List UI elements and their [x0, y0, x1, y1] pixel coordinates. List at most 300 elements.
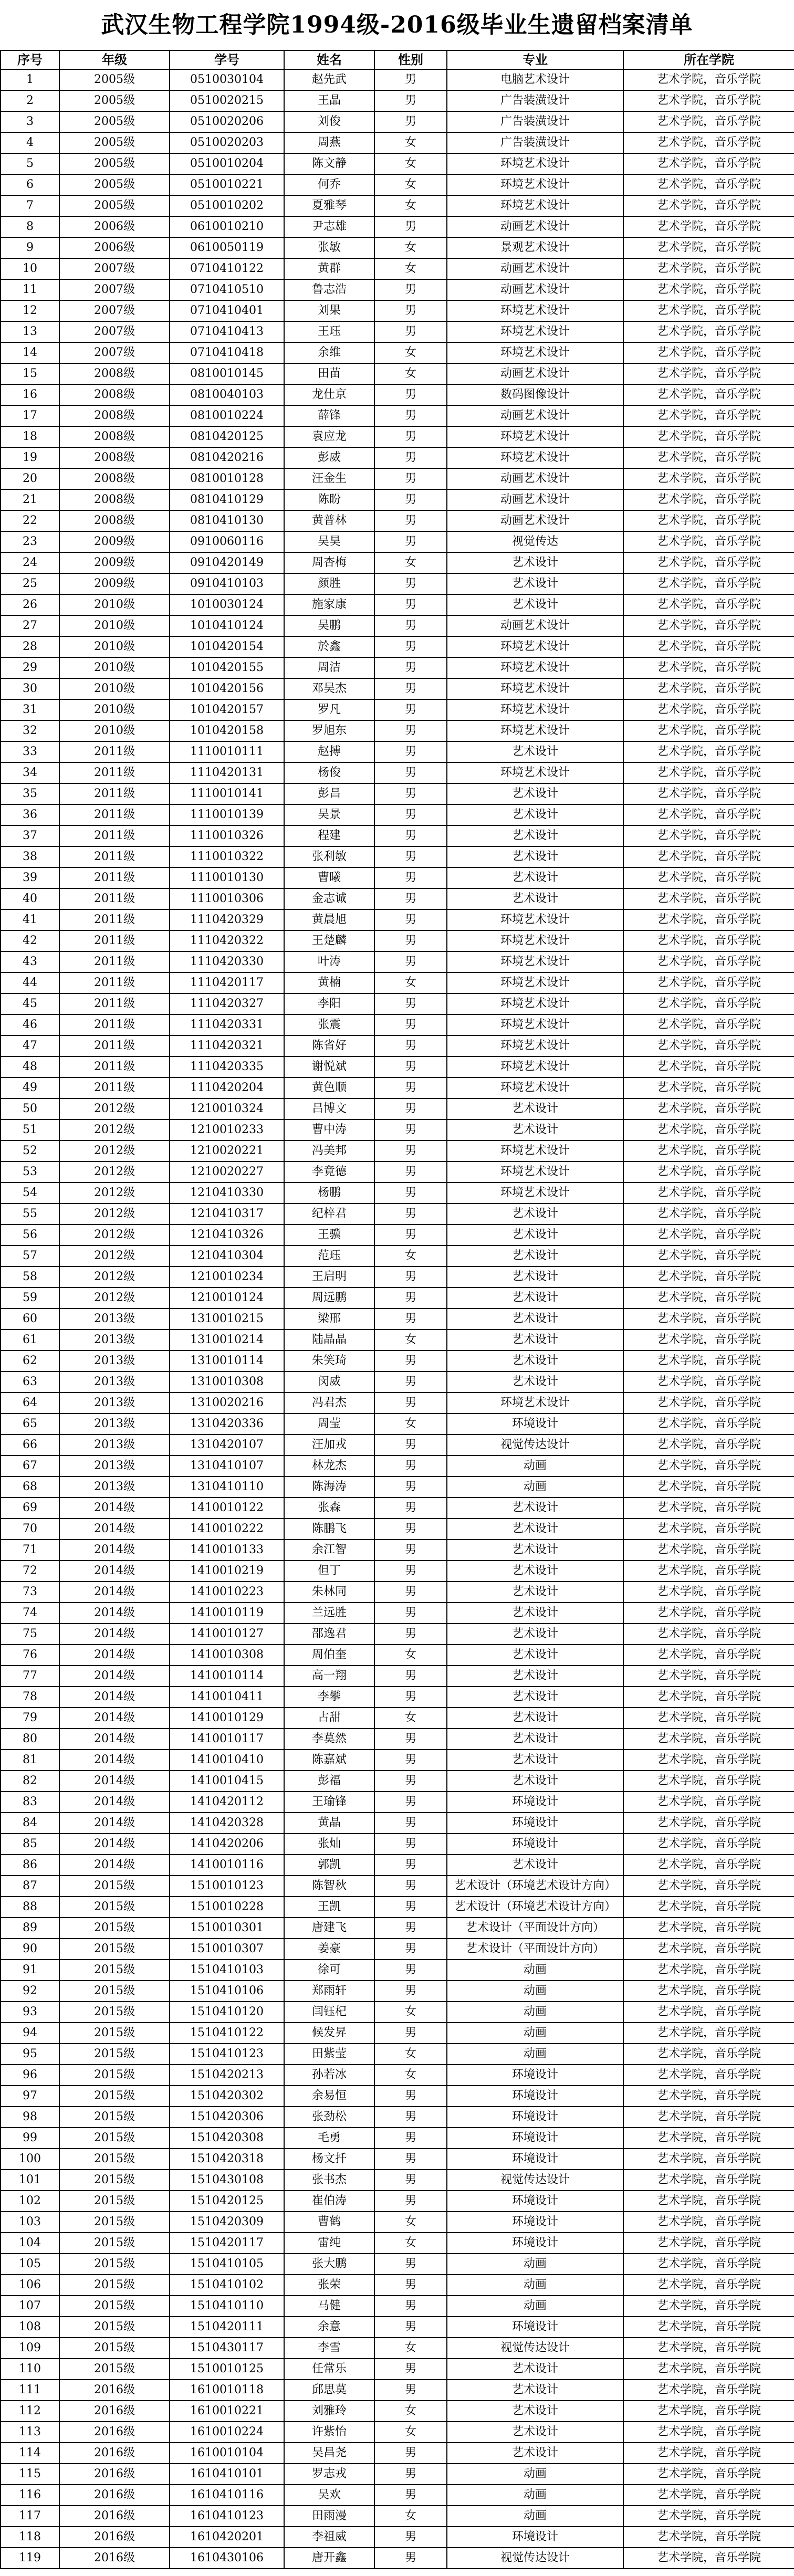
table-row: [1, 1687, 794, 1708]
table-row: [1, 1813, 794, 1834]
cell-name: 吕博文: [284, 1098, 374, 1119]
cell-gender: 男: [374, 2485, 447, 2506]
cell-name: 王瑜锋: [284, 1792, 374, 1813]
cell-student-id: 1510410120: [170, 2002, 284, 2023]
cell-major: 艺术设计: [447, 1350, 623, 1371]
cell-name: 田紫莹: [284, 2044, 374, 2065]
cell-name: 赵先武: [284, 69, 374, 90]
cell-major: 环境艺术设计: [447, 1161, 623, 1182]
cell-gender: 女: [374, 2002, 447, 2023]
cell-major: 环境艺术设计: [447, 657, 623, 678]
cell-major: 艺术设计: [447, 1371, 623, 1392]
cell-grade: 2014级: [59, 1729, 170, 1750]
cell-grade: 2011级: [59, 762, 170, 783]
cell-grade: 2015级: [59, 2359, 170, 2380]
cell-student-id: 0510010202: [170, 195, 284, 216]
cell-gender: 男: [374, 1813, 447, 1834]
table-row: [1, 2044, 794, 2065]
table-row: [1, 90, 794, 111]
cell-grade: 2016级: [59, 2401, 170, 2422]
cell-major: 艺术设计: [447, 594, 623, 615]
cell-name: 龙仕京: [284, 384, 374, 405]
cell-college: 艺术学院，音乐学院: [623, 1329, 794, 1350]
cell-college: 艺术学院，音乐学院: [623, 699, 794, 720]
cell-college: 艺术学院，音乐学院: [623, 1666, 794, 1687]
cell-major: 动画艺术设计: [447, 216, 623, 237]
cell-college: 艺术学院，音乐学院: [623, 846, 794, 867]
cell-seq: 27: [1, 615, 59, 636]
cell-name: 陈文静: [284, 153, 374, 174]
cell-name: 朱笑琦: [284, 1350, 374, 1371]
cell-name: 薛锋: [284, 405, 374, 426]
cell-grade: 2015级: [59, 2023, 170, 2044]
cell-major: 艺术设计: [447, 1855, 623, 1876]
table-row: [1, 1266, 794, 1287]
cell-major: 环境设计: [447, 2107, 623, 2128]
cell-college: 艺术学院，音乐学院: [623, 1266, 794, 1287]
table-row: [1, 1119, 794, 1140]
cell-college: 艺术学院，音乐学院: [623, 2128, 794, 2149]
table-row: [1, 2464, 794, 2485]
cell-major: 环境艺术设计: [447, 762, 623, 783]
cell-seq: 66: [1, 1434, 59, 1455]
cell-major: 动画: [447, 2464, 623, 2485]
cell-student-id: 1310020216: [170, 1392, 284, 1413]
cell-college: 艺术学院，音乐学院: [623, 2191, 794, 2212]
cell-grade: 2013级: [59, 1392, 170, 1413]
cell-gender: 男: [374, 1561, 447, 1582]
cell-gender: 男: [374, 1434, 447, 1455]
cell-seq: 39: [1, 867, 59, 888]
cell-grade: 2016级: [59, 2527, 170, 2548]
table-row: [1, 2086, 794, 2107]
cell-seq: 101: [1, 2170, 59, 2191]
table-row: [1, 1897, 794, 1918]
cell-student-id: 1110420329: [170, 909, 284, 930]
cell-student-id: 0710410413: [170, 321, 284, 342]
cell-college: 艺术学院，音乐学院: [623, 1834, 794, 1855]
cell-name: 张荣: [284, 2275, 374, 2296]
cell-grade: 2015级: [59, 2317, 170, 2338]
cell-college: 艺术学院，音乐学院: [623, 1350, 794, 1371]
cell-grade: 2009级: [59, 573, 170, 594]
cell-student-id: 0910410103: [170, 573, 284, 594]
cell-gender: 男: [374, 1855, 447, 1876]
cell-college: 艺术学院，音乐学院: [623, 2086, 794, 2107]
cell-seq: 8: [1, 216, 59, 237]
cell-gender: 男: [374, 1119, 447, 1140]
cell-seq: 89: [1, 1918, 59, 1939]
cell-gender: 男: [374, 951, 447, 972]
cell-college: 艺术学院，音乐学院: [623, 279, 794, 300]
cell-student-id: 1310420107: [170, 1434, 284, 1455]
table-row: [1, 678, 794, 699]
cell-grade: 2011级: [59, 804, 170, 825]
cell-major: 动画: [447, 2254, 623, 2275]
cell-college: 艺术学院，音乐学院: [623, 1918, 794, 1939]
cell-grade: 2007级: [59, 342, 170, 363]
cell-grade: 2011级: [59, 972, 170, 993]
cell-college: 艺术学院，音乐学院: [623, 1455, 794, 1477]
cell-name: 闵威: [284, 1371, 374, 1392]
cell-gender: 女: [374, 552, 447, 573]
cell-name: 彭福: [284, 1771, 374, 1792]
cell-student-id: 1010420157: [170, 699, 284, 720]
cell-seq: 7: [1, 195, 59, 216]
cell-seq: 93: [1, 2002, 59, 2023]
table-row: [1, 1161, 794, 1182]
cell-college: 艺术学院，音乐学院: [623, 1792, 794, 1813]
cell-gender: 男: [374, 1182, 447, 1203]
cell-major: 艺术设计: [447, 2380, 623, 2401]
cell-gender: 男: [374, 720, 447, 741]
cell-student-id: 1610010224: [170, 2422, 284, 2443]
cell-name: 王骥: [284, 1224, 374, 1245]
table-row: [1, 279, 794, 300]
cell-gender: 男: [374, 216, 447, 237]
cell-grade: 2010级: [59, 636, 170, 657]
table-row: [1, 1224, 794, 1245]
header-college: 所在学院: [623, 50, 794, 69]
cell-major: 环境设计: [447, 2086, 623, 2107]
cell-grade: 2014级: [59, 1645, 170, 1666]
cell-seq: 46: [1, 1014, 59, 1035]
cell-student-id: 1410010410: [170, 1750, 284, 1771]
cell-grade: 2012级: [59, 1161, 170, 1182]
cell-major: 艺术设计: [447, 804, 623, 825]
cell-grade: 2015级: [59, 1897, 170, 1918]
cell-college: 艺术学院，音乐学院: [623, 762, 794, 783]
cell-seq: 18: [1, 426, 59, 447]
cell-grade: 2016级: [59, 2422, 170, 2443]
cell-name: 周莹: [284, 1413, 374, 1434]
cell-student-id: 1110420330: [170, 951, 284, 972]
cell-student-id: 1510010123: [170, 1876, 284, 1897]
cell-college: 艺术学院，音乐学院: [623, 1771, 794, 1792]
cell-grade: 2012级: [59, 1266, 170, 1287]
cell-major: 艺术设计: [447, 1329, 623, 1350]
cell-college: 艺术学院，音乐学院: [623, 1477, 794, 1498]
cell-major: 艺术设计: [447, 573, 623, 594]
cell-name: 余维: [284, 342, 374, 363]
cell-college: 艺术学院，音乐学院: [623, 1035, 794, 1056]
cell-name: 王晶: [284, 90, 374, 111]
cell-college: 艺术学院，音乐学院: [623, 1729, 794, 1750]
cell-seq: 59: [1, 1287, 59, 1308]
cell-major: 环境艺术设计: [447, 1014, 623, 1035]
cell-major: 环境设计: [447, 1813, 623, 1834]
cell-major: 艺术设计: [447, 552, 623, 573]
cell-grade: 2014级: [59, 1624, 170, 1645]
cell-student-id: 1210010234: [170, 1266, 284, 1287]
cell-gender: 女: [374, 258, 447, 279]
cell-student-id: 1510410106: [170, 1981, 284, 2002]
cell-name: 陈海涛: [284, 1477, 374, 1498]
cell-major: 环境艺术设计: [447, 426, 623, 447]
cell-name: 张书杰: [284, 2170, 374, 2191]
cell-seq: 23: [1, 531, 59, 552]
cell-gender: 男: [374, 2191, 447, 2212]
table-row: [1, 720, 794, 741]
cell-grade: 2015级: [59, 2212, 170, 2233]
cell-student-id: 1210410317: [170, 1203, 284, 1224]
cell-seq: 95: [1, 2044, 59, 2065]
cell-seq: 37: [1, 825, 59, 846]
cell-gender: 男: [374, 321, 447, 342]
cell-major: 广告装潢设计: [447, 90, 623, 111]
cell-seq: 97: [1, 2086, 59, 2107]
cell-college: 艺术学院，音乐学院: [623, 1245, 794, 1266]
cell-gender: 女: [374, 174, 447, 195]
cell-gender: 男: [374, 2128, 447, 2149]
cell-gender: 男: [374, 930, 447, 951]
cell-college: 艺术学院，音乐学院: [623, 867, 794, 888]
table-row: [1, 573, 794, 594]
cell-gender: 男: [374, 867, 447, 888]
cell-student-id: 1510420125: [170, 2191, 284, 2212]
cell-gender: 女: [374, 132, 447, 153]
cell-seq: 42: [1, 930, 59, 951]
cell-seq: 98: [1, 2107, 59, 2128]
cell-major: 艺术设计: [447, 1561, 623, 1582]
cell-name: 林龙杰: [284, 1455, 374, 1477]
cell-major: 艺术设计: [447, 1540, 623, 1561]
header-name: 姓名: [284, 50, 374, 69]
cell-seq: 112: [1, 2401, 59, 2422]
cell-major: 艺术设计: [447, 2443, 623, 2464]
cell-major: 艺术设计: [447, 1245, 623, 1266]
cell-seq: 17: [1, 405, 59, 426]
cell-student-id: 1210010124: [170, 1287, 284, 1308]
table-row: [1, 783, 794, 804]
cell-seq: 100: [1, 2149, 59, 2170]
cell-seq: 53: [1, 1161, 59, 1182]
cell-grade: 2010级: [59, 678, 170, 699]
cell-gender: 男: [374, 1666, 447, 1687]
cell-grade: 2015级: [59, 1981, 170, 2002]
cell-college: 艺术学院，音乐学院: [623, 2506, 794, 2527]
cell-gender: 女: [374, 1708, 447, 1729]
table-row: [1, 2128, 794, 2149]
cell-major: 视觉传达: [447, 531, 623, 552]
table-row: [1, 2338, 794, 2359]
cell-gender: 男: [374, 111, 447, 132]
cell-name: 吴鹏: [284, 615, 374, 636]
cell-student-id: 1110420204: [170, 1077, 284, 1098]
cell-major: 动画艺术设计: [447, 510, 623, 531]
cell-gender: 女: [374, 342, 447, 363]
cell-seq: 84: [1, 1813, 59, 1834]
cell-major: 电脑艺术设计: [447, 69, 623, 90]
cell-name: 余意: [284, 2317, 374, 2338]
cell-grade: 2014级: [59, 1771, 170, 1792]
cell-student-id: 1510420213: [170, 2065, 284, 2086]
cell-gender: 男: [374, 2170, 447, 2191]
cell-name: 刘俊: [284, 111, 374, 132]
cell-major: 动画: [447, 2002, 623, 2023]
cell-grade: 2014级: [59, 1666, 170, 1687]
cell-name: 郑雨轩: [284, 1981, 374, 2002]
cell-name: 毛勇: [284, 2128, 374, 2149]
cell-gender: 女: [374, 2044, 447, 2065]
cell-grade: 2012级: [59, 1245, 170, 1266]
cell-college: 艺术学院，音乐学院: [623, 2527, 794, 2548]
cell-major: 环境艺术设计: [447, 174, 623, 195]
cell-name: 邓吴杰: [284, 678, 374, 699]
table-row: [1, 447, 794, 468]
cell-major: 艺术设计: [447, 1624, 623, 1645]
cell-gender: 男: [374, 1224, 447, 1245]
table-row: [1, 930, 794, 951]
table-row: [1, 1834, 794, 1855]
cell-student-id: 1310010114: [170, 1350, 284, 1371]
cell-college: 艺术学院，音乐学院: [623, 1876, 794, 1897]
cell-student-id: 1110420131: [170, 762, 284, 783]
table-row: [1, 2422, 794, 2443]
cell-grade: 2006级: [59, 216, 170, 237]
cell-major: 艺术设计: [447, 1729, 623, 1750]
cell-grade: 2011级: [59, 825, 170, 846]
table-row: [1, 2212, 794, 2233]
cell-seq: 47: [1, 1035, 59, 1056]
cell-gender: 男: [374, 1918, 447, 1939]
table-row: [1, 468, 794, 489]
cell-major: 环境设计: [447, 2317, 623, 2338]
cell-major: 艺术设计: [447, 1645, 623, 1666]
cell-name: 周杏梅: [284, 552, 374, 573]
cell-major: 环境设计: [447, 2149, 623, 2170]
table-row: [1, 2002, 794, 2023]
cell-gender: 男: [374, 573, 447, 594]
cell-seq: 3: [1, 111, 59, 132]
cell-gender: 男: [374, 2317, 447, 2338]
cell-student-id: 1510010307: [170, 1939, 284, 1960]
table-row: [1, 1287, 794, 1308]
cell-student-id: 1110010141: [170, 783, 284, 804]
cell-college: 艺术学院，音乐学院: [623, 1308, 794, 1329]
cell-major: 环境设计: [447, 2233, 623, 2254]
cell-grade: 2016级: [59, 2548, 170, 2569]
cell-name: 於鑫: [284, 636, 374, 657]
cell-name: 王启明: [284, 1266, 374, 1287]
cell-gender: 男: [374, 2086, 447, 2107]
cell-college: 艺术学院，音乐学院: [623, 1582, 794, 1603]
cell-gender: 男: [374, 1876, 447, 1897]
cell-gender: 男: [374, 741, 447, 762]
cell-major: 动画: [447, 2296, 623, 2317]
cell-major: 环境艺术设计: [447, 1182, 623, 1203]
table-row: [1, 1413, 794, 1434]
cell-college: 艺术学院，音乐学院: [623, 1182, 794, 1203]
cell-name: 杨俊: [284, 762, 374, 783]
cell-student-id: 1310010308: [170, 1371, 284, 1392]
cell-grade: 2015级: [59, 2191, 170, 2212]
cell-college: 艺术学院，音乐学院: [623, 2548, 794, 2569]
cell-student-id: 1310010215: [170, 1308, 284, 1329]
cell-college: 艺术学院，音乐学院: [623, 426, 794, 447]
cell-student-id: 0810040103: [170, 384, 284, 405]
cell-name: 吴景: [284, 804, 374, 825]
cell-name: 刘果: [284, 300, 374, 321]
cell-student-id: 1610410116: [170, 2485, 284, 2506]
cell-major: 艺术设计: [447, 2359, 623, 2380]
cell-seq: 115: [1, 2464, 59, 2485]
cell-major: 艺术设计: [447, 1603, 623, 1624]
cell-major: 数码图像设计: [447, 384, 623, 405]
cell-college: 艺术学院，音乐学院: [623, 510, 794, 531]
cell-major: 艺术设计: [447, 867, 623, 888]
cell-college: 艺术学院，音乐学院: [623, 1897, 794, 1918]
cell-major: 广告装潢设计: [447, 111, 623, 132]
table-row: [1, 1455, 794, 1477]
cell-name: 陈嘉斌: [284, 1750, 374, 1771]
cell-grade: 2010级: [59, 594, 170, 615]
cell-gender: 男: [374, 993, 447, 1014]
cell-seq: 72: [1, 1561, 59, 1582]
table-row: [1, 1182, 794, 1203]
cell-student-id: 1410010127: [170, 1624, 284, 1645]
table-row: [1, 237, 794, 258]
cell-seq: 4: [1, 132, 59, 153]
cell-gender: 男: [374, 1582, 447, 1603]
cell-grade: 2008级: [59, 510, 170, 531]
cell-name: 雷纯: [284, 2233, 374, 2254]
cell-seq: 20: [1, 468, 59, 489]
cell-gender: 男: [374, 762, 447, 783]
cell-major: 环境艺术设计: [447, 636, 623, 657]
cell-name: 兰远胜: [284, 1603, 374, 1624]
cell-major: 环境艺术设计: [447, 1035, 623, 1056]
cell-name: 杨鹏: [284, 1182, 374, 1203]
cell-gender: 男: [374, 1834, 447, 1855]
cell-name: 孙若冰: [284, 2065, 374, 2086]
cell-name: 朱林同: [284, 1582, 374, 1603]
cell-college: 艺术学院，音乐学院: [623, 2044, 794, 2065]
cell-grade: 2008级: [59, 426, 170, 447]
cell-student-id: 1410420328: [170, 1813, 284, 1834]
cell-student-id: 1110420322: [170, 930, 284, 951]
cell-seq: 1: [1, 69, 59, 90]
table-row: [1, 2149, 794, 2170]
cell-seq: 111: [1, 2380, 59, 2401]
cell-grade: 2013级: [59, 1477, 170, 1498]
cell-major: 动画艺术设计: [447, 405, 623, 426]
cell-name: 崔伯涛: [284, 2191, 374, 2212]
table-row: [1, 258, 794, 279]
cell-name: 马健: [284, 2296, 374, 2317]
cell-gender: 男: [374, 300, 447, 321]
cell-name: 邵逸君: [284, 1624, 374, 1645]
table-row: [1, 762, 794, 783]
cell-seq: 103: [1, 2212, 59, 2233]
cell-gender: 男: [374, 1392, 447, 1413]
table-row: [1, 594, 794, 615]
cell-grade: 2011级: [59, 951, 170, 972]
cell-grade: 2015级: [59, 1939, 170, 1960]
cell-name: 闫钰杞: [284, 2002, 374, 2023]
cell-gender: 女: [374, 195, 447, 216]
cell-student-id: 1310410107: [170, 1455, 284, 1477]
cell-name: 黄色顺: [284, 1077, 374, 1098]
cell-name: 李竟德: [284, 1161, 374, 1182]
cell-name: 鲁志浩: [284, 279, 374, 300]
cell-seq: 54: [1, 1182, 59, 1203]
cell-seq: 61: [1, 1329, 59, 1350]
cell-major: 艺术设计: [447, 888, 623, 909]
cell-grade: 2012级: [59, 1098, 170, 1119]
cell-student-id: 0510020203: [170, 132, 284, 153]
cell-major: 艺术设计: [447, 2422, 623, 2443]
